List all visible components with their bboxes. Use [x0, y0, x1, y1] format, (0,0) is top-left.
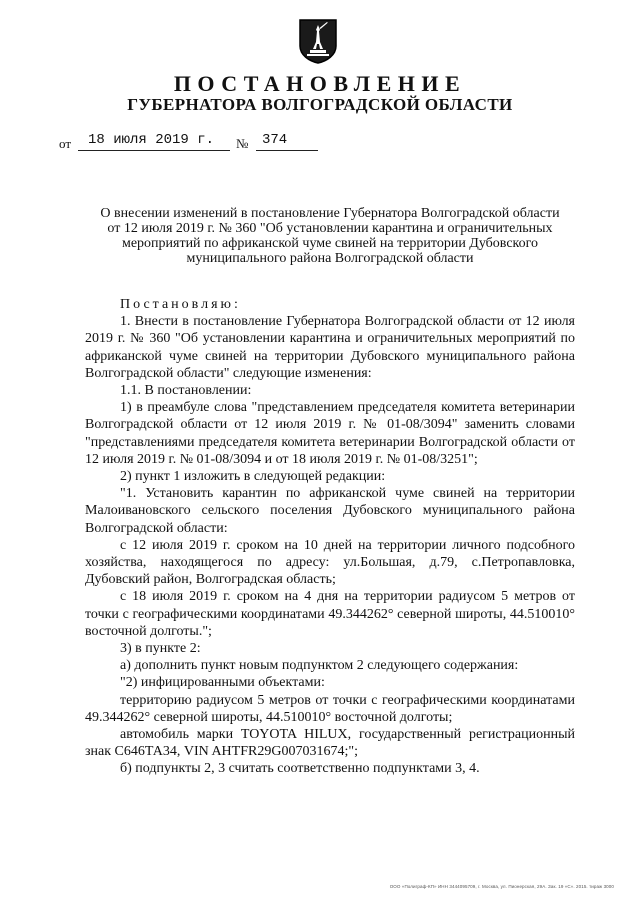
- body-paragraph: автомобиль марки TOYOTA HILUX, государственный регистрационный знак С646ТА34, VIN AHTFR29G007031674;";: [85, 727, 575, 760]
- body-paragraph: 1.1. В постановлении:: [120, 383, 252, 399]
- number-value: 374: [262, 132, 288, 148]
- body-paragraph: территорию радиусом 5 метров от точки с географическими координатами 49.344262° северной широты, 44.510010° восточной долготы;: [85, 692, 575, 725]
- number-label: №: [236, 136, 249, 151]
- volgograd-coat-of-arms-icon: [298, 18, 338, 64]
- body-paragraph: 2) пункт 1 изложить в следующей редакции:: [120, 469, 386, 485]
- subject-line: от 12 июля 2019 г. № 360 "Об установлении карантина и ограничительных: [107, 221, 553, 236]
- body-paragraph: "2) инфицированными объектами:: [120, 675, 325, 691]
- document-subtitle: ГУБЕРНАТОРА ВОЛГОГРАДСКОЙ ОБЛАСТИ: [127, 95, 513, 114]
- body-paragraph: 3) в пункте 2:: [120, 641, 201, 657]
- body-paragraph: 1. Внести в постановление Губернатора Волгоградской области от 12 июля 2019 г. № 360 "Об установлении карантина и ограничительных мероприятий по африканской чуме свиней на территории Дубовского муниципального района Волгоградской области" следующие изменения:: [85, 314, 575, 381]
- body-paragraph: 1) в преамбуле слова "представлением председателя комитета ветеринарии Волгоградской области от 12 июля 2019 г. № 01-08/3094" заменить словами "представлениями председателя комитета ветеринарии Волгоградской области от 12 июля 2019 г. № 01-08/3094 и от 18 июля 2019 г. № 01-08/3251";: [85, 400, 575, 467]
- subject-line: муниципального района Волгоградской области: [186, 251, 474, 266]
- document-subject: [85, 206, 575, 266]
- document-title: ПОСТАНОВЛЕНИЕ: [173, 71, 467, 96]
- date-value: 18 июля 2019 г.: [88, 132, 215, 148]
- subject-line: мероприятий по африканской чуме свиней на территории Дубовского: [121, 236, 539, 251]
- date-underline: [78, 150, 230, 151]
- subject-line: О внесении изменений в постановление Губернатора Волгоградской области: [100, 206, 560, 221]
- body-paragraph: б) подпункты 2, 3 считать соответственно подпунктами 3, 4.: [120, 761, 480, 777]
- body-paragraph: "1. Установить карантин по африканской чуме свиней на территории Малоивановского сельского поселения Дубовского муниципального района Волгоградской области:: [85, 486, 575, 536]
- body-paragraph: с 12 июля 2019 г. сроком на 10 дней на территории личного подсобного хозяйства, находящегося по адресу: ул.Большая, д.79, с.Петропавловка, Дубовский район, Волгоградская область;: [85, 537, 575, 588]
- body-paragraph: а) дополнить пункт новым подпунктом 2 следующего содержания:: [120, 658, 519, 674]
- body-paragraph: с 18 июля 2019 г. сроком на 4 дня на территории радиусом 5 метров от точки с географическими координатами 49.344262° северной широты, 44.510010° восточной долготы.";: [85, 589, 575, 639]
- print-imprint: ООО «Полиграф-КП» ИНН 3444095709, г. Москва, ул. Пионерская, 29А. Зак. 19 «С». 2015. тираж 3000: [389, 884, 614, 889]
- number-underline: [256, 150, 318, 151]
- date-label: от: [59, 136, 72, 151]
- resolve-heading: Постановляю:: [120, 297, 241, 312]
- document-body: [85, 296, 575, 778]
